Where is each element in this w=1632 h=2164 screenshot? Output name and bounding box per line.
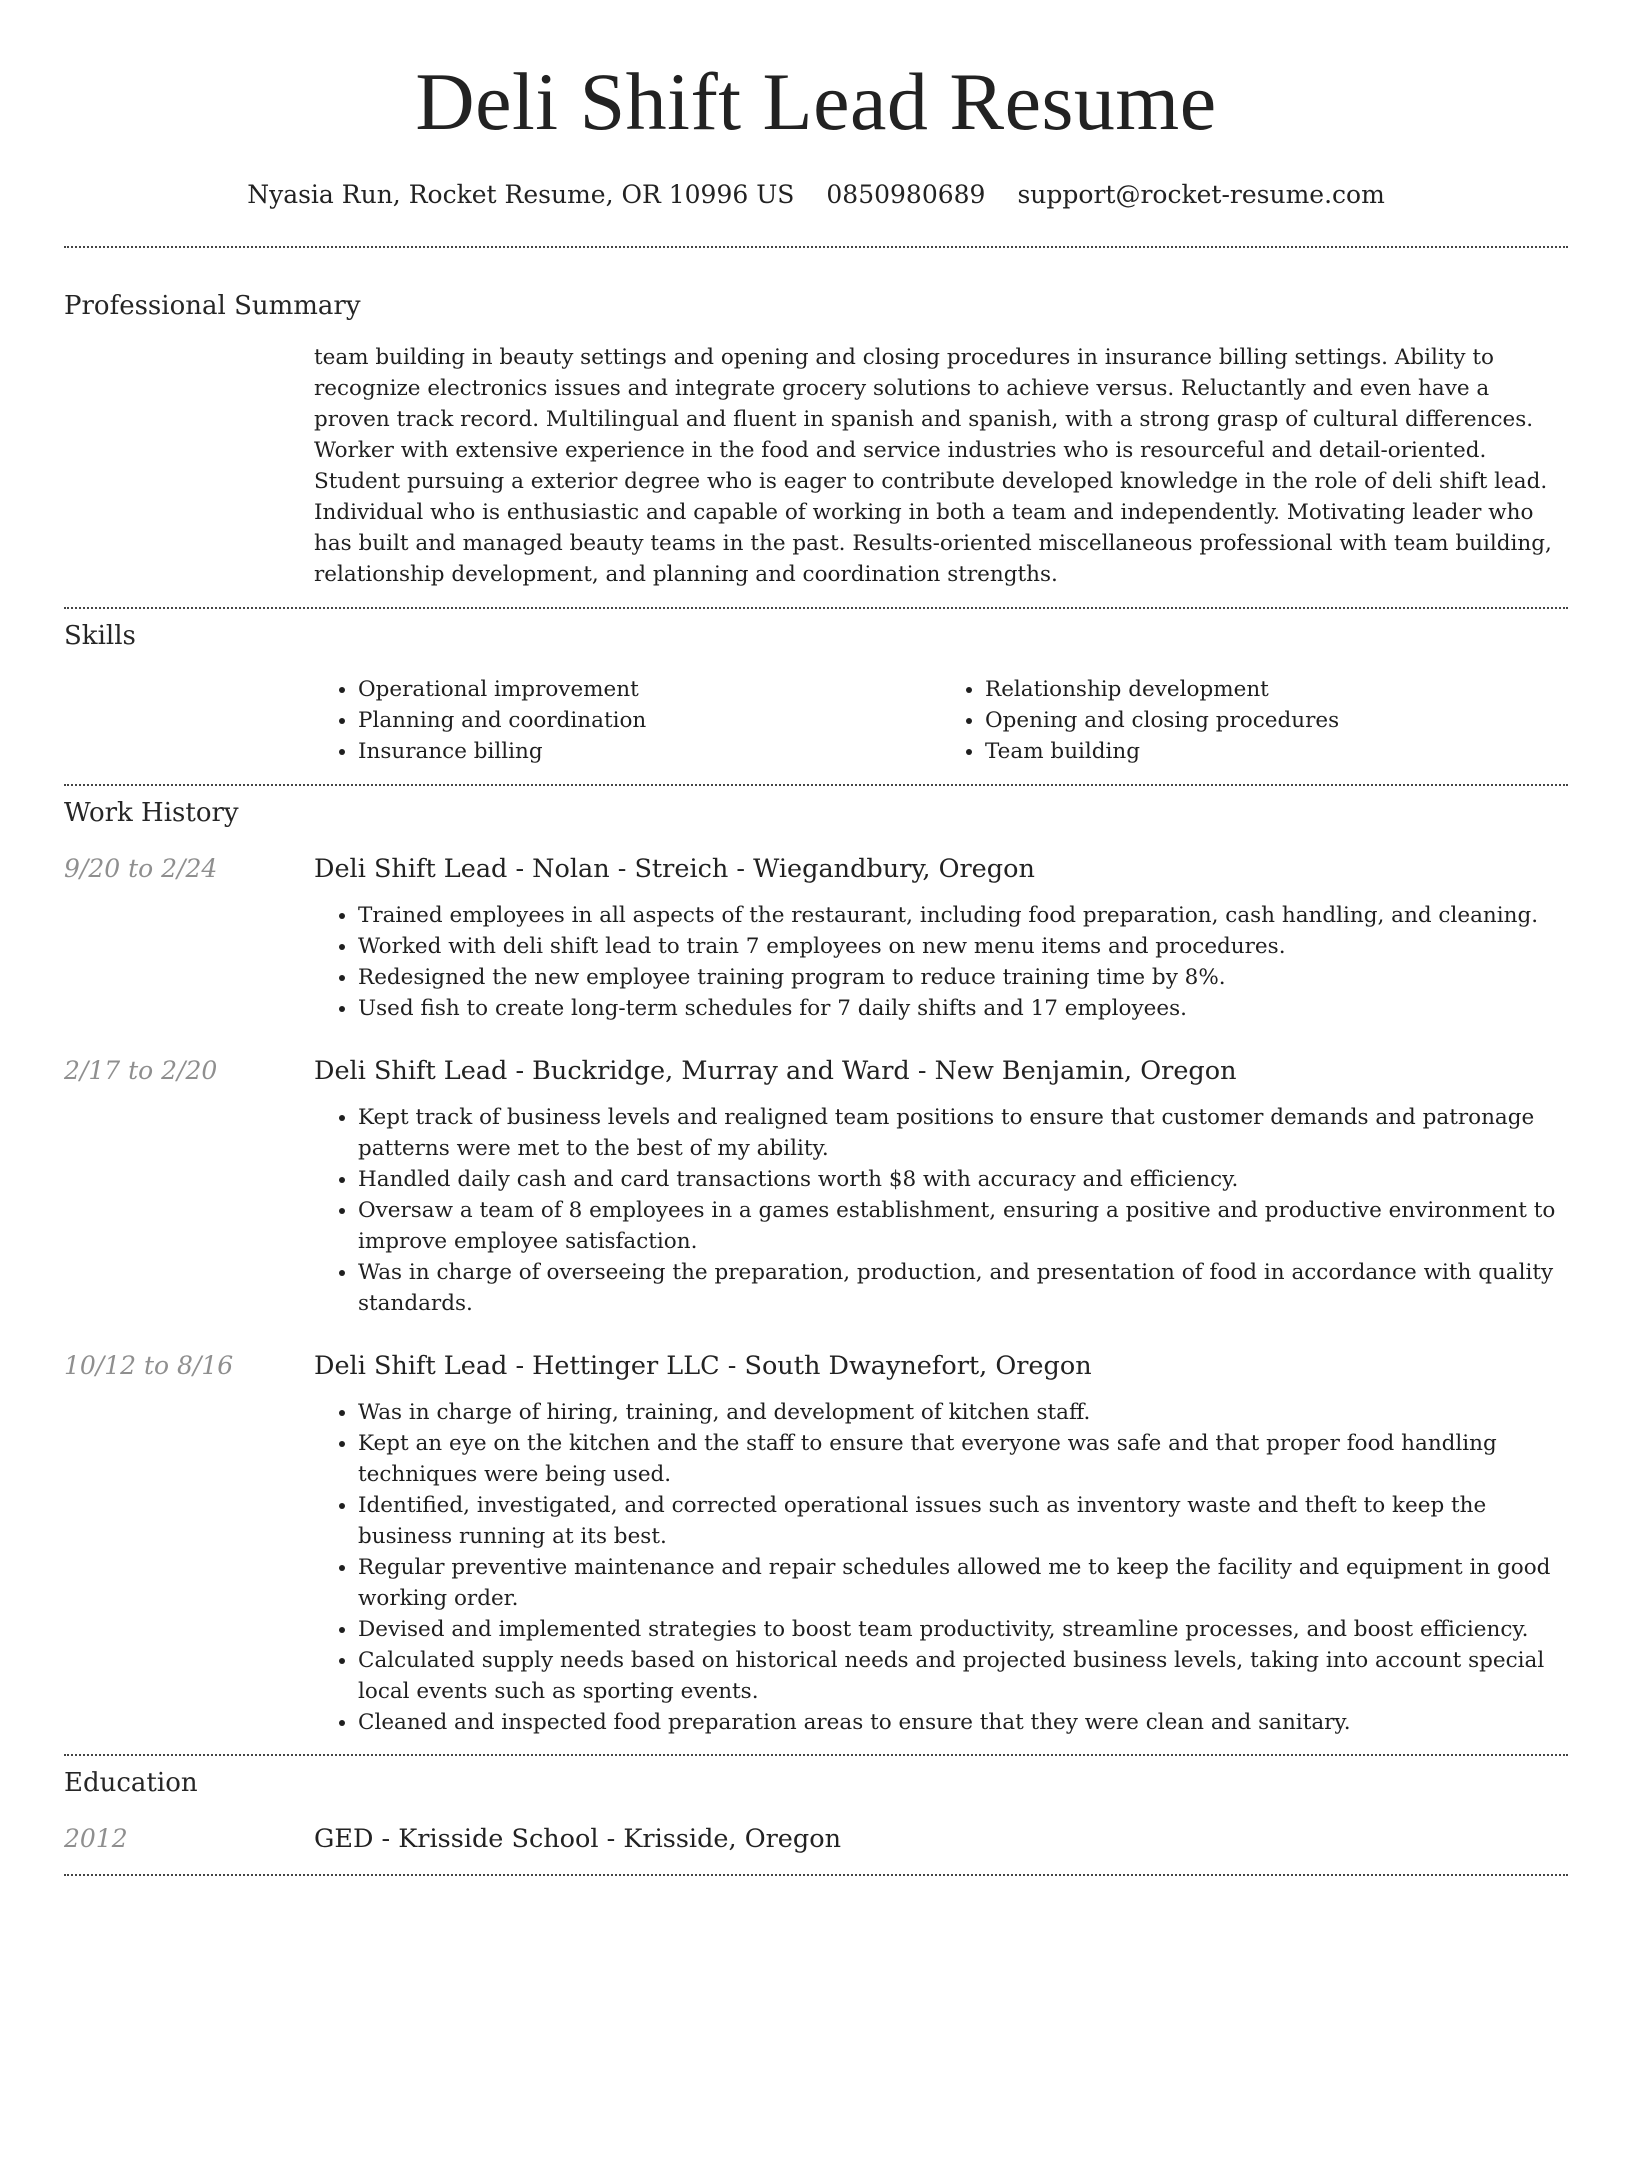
job-title: Deli Shift Lead - Hettinger LLC - South Dwaynefort, Oregon [314, 1351, 1092, 1381]
summary-text: team building in beauty settings and opening and closing procedures in insurance billing settings. Ability to recognize electronics issues and integrate grocery solutions to achieve versus. Reluctantly and even have a proven track record. Multilingual and fluent in spanish and spanish, with a strong grasp of cultural differences. Worker with extensive experience in the food and service industries who is resourceful and detail-oriented. Student pursuing a exterior degree who is eager to contribute developed knowledge in the role of deli shift lead. Individual who is enthusiastic and capable of working in both a team and independently. Motivating leader who has built and managed beauty teams in the past. Results-oriented miscellaneous professional with team building, relationship development, and planning and coordination strengths. [314, 345, 1552, 587]
skill-item: • Planning and coordination [358, 705, 941, 736]
resume-title: Deli Shift Lead Resume [415, 56, 1217, 147]
resume-page [0, 52, 1632, 2164]
job-bullet: • Kept an eye on the kitchen and the staff to ensure that everyone was safe and that proper food handling techniques were being used. [358, 1428, 1568, 1490]
summary-heading: Professional Summary [64, 291, 361, 321]
job-entry [64, 1349, 1568, 1738]
job-bullet: • Calculated supply needs based on historical needs and projected business levels, taking into account special local events such as sporting events. [358, 1645, 1568, 1707]
education-date: 2012 [64, 1824, 128, 1853]
job-bullet: • Cleaned and inspected food preparation areas to ensure that they were clean and sanitary. [358, 1707, 1568, 1738]
job-bullet: • Identified, investigated, and corrected operational issues such as inventory waste and theft to keep the business running at its best. [358, 1490, 1568, 1552]
contact-address: Nyasia Run, Rocket Resume, OR 10996 US [247, 180, 795, 209]
section-divider [64, 1874, 1568, 1876]
summary-section [64, 248, 1568, 607]
job-title: Deli Shift Lead - Buckridge, Murray and Ward - New Benjamin, Oregon [314, 1056, 1237, 1086]
job-dates: 9/20 to 2/24 [64, 854, 218, 883]
job-bullets [314, 900, 1568, 1024]
education-heading: Education [64, 1768, 198, 1798]
work-history-heading: Work History [64, 798, 239, 828]
job-bullet: • Devised and implemented strategies to boost team productivity, streamline processes, and boost efficiency. [358, 1614, 1568, 1645]
work-history-section [64, 786, 1568, 1754]
skills-list-right [941, 674, 1568, 767]
job-bullet: • Was in charge of hiring, training, and development of kitchen staff. [358, 1397, 1568, 1428]
education-entry [64, 1822, 1568, 1856]
job-entry [64, 1054, 1568, 1319]
skill-item: • Relationship development [985, 674, 1568, 705]
education-title: GED - Krisside School - Krisside, Oregon [314, 1824, 841, 1854]
education-section [64, 1756, 1568, 1874]
job-bullet: • Regular preventive maintenance and repair schedules allowed me to keep the facility and equipment in good working order. [358, 1552, 1568, 1614]
job-title: Deli Shift Lead - Nolan - Streich - Wiegandbury, Oregon [314, 854, 1035, 884]
skill-item: • Operational improvement [358, 674, 941, 705]
job-bullets [314, 1397, 1568, 1738]
skill-item: • Team building [985, 736, 1568, 767]
job-dates: 10/12 to 8/16 [64, 1351, 234, 1380]
job-bullet: • Used fish to create long-term schedules for 7 daily shifts and 17 employees. [358, 993, 1568, 1024]
job-bullets [314, 1102, 1568, 1319]
skill-item: • Insurance billing [358, 736, 941, 767]
job-bullet: • Worked with deli shift lead to train 7 employees on new menu items and procedures. [358, 931, 1568, 962]
job-dates: 2/17 to 2/20 [64, 1056, 218, 1085]
contact-phone: 0850980689 [826, 180, 986, 209]
job-entry [64, 852, 1568, 1024]
job-bullet: • Trained employees in all aspects of the restaurant, including food preparation, cash handling, and cleaning. [358, 900, 1568, 931]
contact-email: support@rocket-resume.com [1017, 180, 1385, 209]
job-bullet: • Handled daily cash and card transactions worth $8 with accuracy and efficiency. [358, 1164, 1568, 1195]
contact-info [64, 178, 1568, 212]
job-bullet: • Redesigned the new employee training program to reduce training time by 8%. [358, 962, 1568, 993]
skills-heading: Skills [64, 621, 136, 651]
skill-item: • Opening and closing procedures [985, 705, 1568, 736]
job-bullet: • Kept track of business levels and realigned team positions to ensure that customer demands and patronage patterns were met to the best of my ability. [358, 1102, 1568, 1164]
skills-section [64, 609, 1568, 784]
skills-list-left [314, 674, 941, 767]
job-bullet: • Was in charge of overseeing the preparation, production, and presentation of food in accordance with quality standards. [358, 1257, 1568, 1319]
job-bullet: • Oversaw a team of 8 employees in a games establishment, ensuring a positive and productive environment to improve employee satisfaction. [358, 1195, 1568, 1257]
